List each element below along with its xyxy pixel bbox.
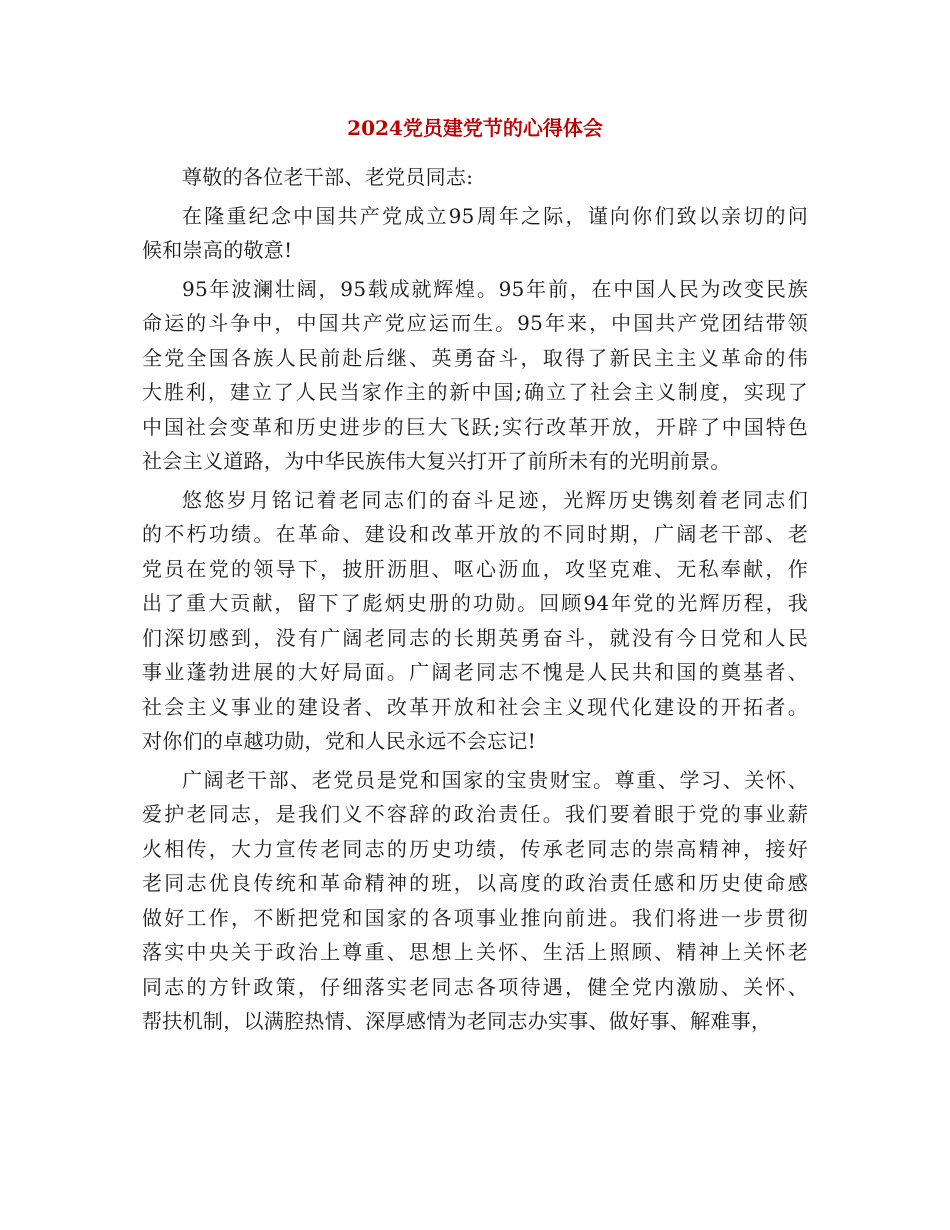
paragraph bbox=[142, 483, 808, 759]
text-line: 帮扶机制，以满腔热情、深厚感情为老同志办实事、做好事、解难事， bbox=[142, 1009, 772, 1033]
document-title: 2024党员建党节的心得体会 bbox=[347, 116, 603, 140]
text-line: 落实中央关于政治上尊重、思想上关怀、生活上照顾、精神上关怀老 bbox=[142, 940, 808, 964]
text-line: 老同志优良传统和革命精神的班，以高度的政治责任感和历史使命感 bbox=[142, 871, 808, 895]
text-line: 党员在党的领导下，披肝沥胆、呕心沥血，攻坚克难、无私奉献，作 bbox=[142, 556, 808, 581]
text-line: 全党全国各族人民前赴后继、英勇奋斗，取得了新民主主义革命的伟 bbox=[142, 345, 808, 370]
document-body bbox=[142, 160, 808, 1039]
text-line: 对你们的卓越功勋，党和人民永远不会忘记! bbox=[142, 729, 537, 753]
text-line: 社会主义事业的建设者、改革开放和社会主义现代化建设的开拓者。 bbox=[142, 694, 808, 719]
text-line: 出了重大贡献，留下了彪炳史册的功勋。回顾94年党的光辉历程，我 bbox=[142, 591, 808, 615]
text-line: 事业蓬勃进展的大好局面。广阔老同志不愧是人民共和国的奠基者、 bbox=[142, 660, 808, 684]
text-line: 95年波澜壮阔，95载成就辉煌。95年前，在中国人民为改变民族 bbox=[182, 276, 808, 301]
paragraph bbox=[142, 199, 808, 268]
text-line: 们深切感到，没有广阔老同志的长期英勇奋斗，就没有今日党和人民 bbox=[142, 625, 808, 650]
text-line: 爱护老同志，是我们义不容辞的政治责任。我们要着眼于党的事业薪 bbox=[142, 802, 808, 826]
text-line: 候和崇高的敬意! bbox=[142, 238, 293, 262]
paragraph bbox=[142, 160, 808, 195]
paragraph bbox=[142, 272, 808, 479]
text-line: 广阔老干部、老党员是党和国家的宝贵财宝。尊重、学习、关怀、 bbox=[182, 767, 808, 792]
text-line: 尊敬的各位老干部、老党员同志: bbox=[182, 165, 474, 189]
text-line: 的不朽功绩。在革命、建设和改革开放的不同时期，广阔老干部、老 bbox=[142, 522, 808, 546]
text-line: 社会主义道路，为中华民族伟大复兴打开了前所未有的光明前景。 bbox=[142, 449, 731, 473]
text-line: 在隆重纪念中国共产党成立95周年之际，谨向你们致以亲切的问 bbox=[182, 203, 808, 228]
text-line: 同志的方针政策，仔细落实老同志各项待遇，健全党内激励、关怀、 bbox=[142, 974, 808, 999]
text-line: 命运的斗争中，中国共产党应运而生。95年来，中国共产党团结带领 bbox=[142, 311, 808, 335]
text-line: 做好工作，不断把党和国家的各项事业推向前进。我们将进一步贯彻 bbox=[142, 905, 808, 930]
text-line: 火相传，大力宣传老同志的历史功绩，传承老同志的崇高精神，接好 bbox=[142, 836, 808, 861]
text-line: 中国社会变革和历史进步的巨大飞跃;实行改革开放，开辟了中国特色 bbox=[142, 414, 808, 439]
text-line: 大胜利，建立了人民当家作主的新中国;确立了社会主义制度，实现了 bbox=[142, 380, 808, 404]
text-line: 悠悠岁月铭记着老同志们的奋斗足迹，光辉历史镌刻着老同志们 bbox=[182, 487, 808, 512]
paragraph bbox=[142, 763, 808, 1039]
